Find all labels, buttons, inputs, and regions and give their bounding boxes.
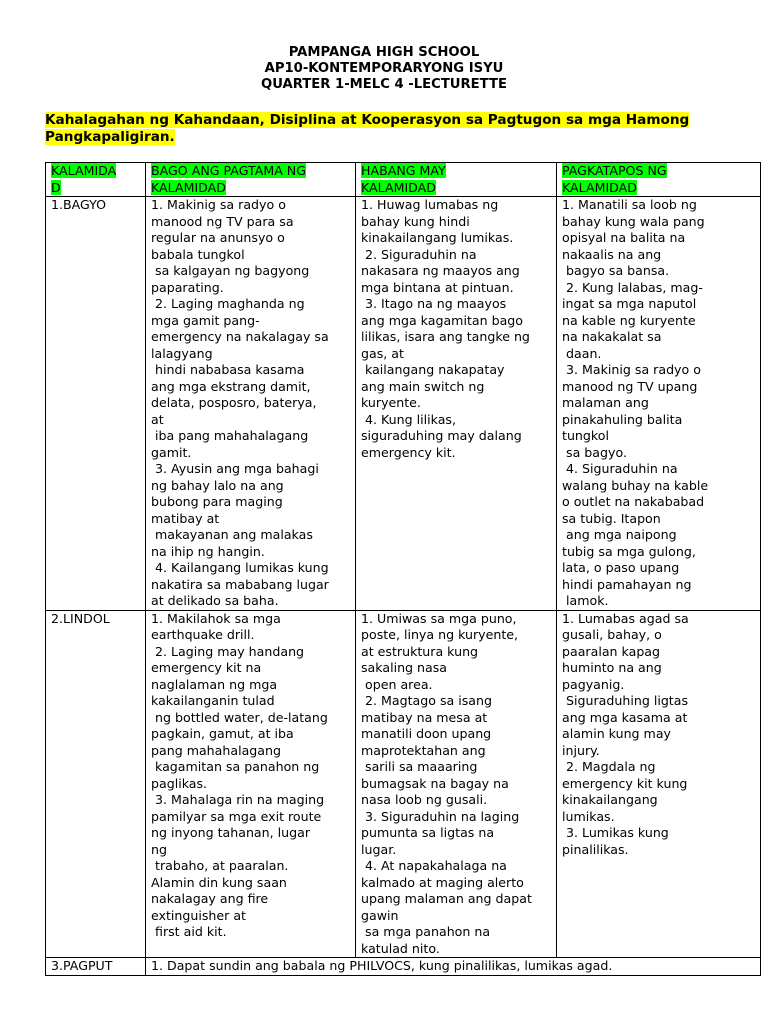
cell-line: kagamitan sa panahon ng	[151, 759, 320, 774]
cell-line: pagkain, gamut, at iba	[151, 726, 294, 741]
cell-line: lamok.	[562, 593, 609, 608]
cell-line: lalagyang	[151, 345, 213, 361]
cell-after	[557, 610, 761, 958]
cell-line: babala tungkol	[151, 246, 245, 262]
cell-line: ang mga kasama at	[562, 709, 688, 725]
school-name: PAMPANGA HIGH SCHOOL	[288, 45, 480, 60]
cell-line: upang malaman ang dapat	[361, 891, 532, 906]
cell-line: manood ng TV para sa	[151, 213, 294, 229]
cell-line: earthquake drill.	[151, 627, 255, 642]
cell-line: 3. Ayusin ang mga bahagi	[151, 461, 319, 476]
cell-line: paaralan kapag	[562, 643, 661, 659]
cell-line: bagyo sa bansa.	[562, 263, 670, 278]
cell-line: pang mahahalagang	[151, 742, 281, 758]
cell-line: trabaho, at paaralan.	[151, 858, 289, 873]
cell-line: pamilyar sa mga exit route	[151, 808, 322, 824]
cell-line: mga gamit pang-	[151, 312, 260, 328]
cell-line: manood ng TV upang	[562, 378, 698, 394]
course-title: AP10-KONTEMPORARYONG ISYU	[264, 61, 504, 76]
cell-line: kinakailangang lumikas.	[361, 230, 514, 245]
cell-line: lugar.	[361, 841, 397, 857]
cell-line: na kable ng kuryente	[562, 312, 696, 328]
cell-line: na nakakalat sa	[562, 329, 662, 344]
cell-line: kakailanganin tulad	[151, 693, 275, 708]
cell-line: gawin	[361, 907, 399, 923]
cell-line: mga bintana at pintuan.	[361, 279, 514, 295]
cell-line: lata, o paso upang	[562, 560, 680, 575]
cell-line: na ihip ng hangin.	[151, 543, 265, 559]
cell-before	[146, 197, 356, 611]
cell-line: ang mga kagamitan bago	[361, 312, 523, 328]
cell-line: nakatira sa mababang lugar	[151, 576, 329, 592]
cell-line: delata, posposro, baterya,	[151, 395, 317, 410]
cell-line: 1. Manatili sa loob ng	[562, 197, 697, 212]
table-header-row	[46, 163, 761, 197]
cell-line: kailangang nakapatay	[361, 362, 505, 377]
lesson-title-line2: Pangkapaligiran.	[45, 129, 175, 145]
cell-line: 3. Itago na ng maayos	[361, 296, 507, 311]
column-header-before: BAGO ANG PAGTAMA NG KALAMIDAD	[146, 163, 356, 197]
cell-line: sa kalgayan ng bagyong	[151, 263, 310, 278]
cell-line: bumagsak na bagay na	[361, 775, 509, 791]
table-row	[46, 197, 761, 611]
cell-line: ang mga naipong	[562, 527, 677, 542]
cell-line: emergency kit.	[361, 444, 456, 460]
cell-line: ng bottled water, de-latang	[151, 709, 328, 725]
cell-line: pumunta sa ligtas na	[361, 825, 495, 840]
cell-line: nakalagay ang fire	[151, 891, 269, 906]
cell-line: gamit.	[151, 444, 192, 460]
cell-line: pinakahuling balita	[562, 411, 683, 427]
cell-line: manatili doon upang	[361, 726, 492, 741]
cell-line: lilikas, isara ang tangke ng	[361, 329, 530, 344]
cell-line: 4. Siguraduhin na	[562, 461, 678, 476]
cell-line: kinakailangang	[562, 792, 658, 807]
table-row	[46, 610, 761, 958]
cell-line: hindi pamahayan ng	[562, 576, 692, 592]
cell-before	[146, 610, 356, 958]
cell-line: katulad nito.	[361, 940, 440, 956]
cell-line: o outlet na nakababad	[562, 494, 705, 509]
disaster-table	[45, 162, 761, 976]
column-header-after: PAGKATAPOS NG KALAMIDAD	[557, 163, 761, 197]
cell-line: 2. Magtago sa isang	[361, 693, 493, 708]
cell-line: 1. Lumabas agad sa	[562, 610, 689, 626]
cell-line: ng inyong tahanan, lugar	[151, 825, 311, 840]
row-label-bagyo: 1.BAGYO	[46, 197, 146, 611]
cell-line: emergency kit kung	[562, 775, 688, 791]
cell-line: gusali, bahay, o	[562, 627, 662, 642]
cell-line: 4. At napakahalaga na	[361, 858, 507, 873]
column-header-during: HABANG MAY KALAMIDAD	[356, 163, 557, 197]
cell-line: sa bagyo.	[562, 444, 627, 460]
lesson-title	[45, 112, 735, 146]
cell-line: poste, linya ng kuryente,	[361, 627, 519, 642]
cell-line: hindi nababasa kasama	[151, 362, 305, 377]
cell-line: 2. Siguraduhin na	[361, 246, 477, 262]
cell-line: opisyal na balita na	[562, 230, 686, 245]
cell-line: walang buhay na kable	[562, 477, 709, 493]
cell-during	[356, 197, 557, 611]
cell-line: matibay at	[151, 510, 220, 526]
cell-line: iba pang mahahalagang	[151, 428, 309, 443]
cell-line: at	[151, 411, 164, 427]
cell-line: sa mga panahon na	[361, 924, 491, 939]
cell-line: 1. Umiwas sa mga puno,	[361, 610, 517, 626]
cell-line: paglikas.	[151, 775, 208, 791]
cell-line: tubig sa mga gulong,	[562, 543, 696, 559]
cell-line: makayanan ang malakas	[151, 527, 313, 542]
cell-during	[356, 610, 557, 958]
cell-line: 2. Magdala ng	[562, 759, 656, 774]
cell-line: huminto na ang	[562, 660, 662, 675]
cell-line: gas, at	[361, 345, 404, 361]
cell-line: Siguraduhing ligtas	[562, 693, 689, 708]
cell-line: bahay kung wala pang	[562, 213, 705, 229]
cell-span: 1. Dapat sundin ang babala ng PHILVOCS, kung pinalilikas, lumikas agad.	[146, 958, 761, 976]
lesson-title-line1: Kahalagahan ng Kahandaan, Disiplina at Kooperasyon sa Pagtugon sa mga Hamong	[45, 112, 690, 128]
cell-line: 1. Makilahok sa mga	[151, 610, 281, 626]
cell-line: 4. Kailangang lumikas kung	[151, 560, 329, 575]
cell-line: paparating.	[151, 279, 224, 295]
cell-line: bahay kung hindi	[361, 213, 470, 229]
cell-line: nasa loob ng gusali.	[361, 792, 488, 807]
cell-line: kuryente.	[361, 395, 421, 410]
cell-line: emergency na nakalagay sa	[151, 329, 329, 344]
cell-line: 2. Laging maghanda ng	[151, 296, 305, 311]
cell-line: 3. Mahalaga rin na maging	[151, 792, 325, 807]
cell-line: sa tubig. Itapon	[562, 510, 661, 526]
cell-line: open area.	[361, 676, 433, 692]
cell-line: regular na anunsyo o	[151, 230, 285, 245]
cell-line: pinalilikas.	[562, 841, 629, 857]
cell-line: first aid kit.	[151, 924, 227, 939]
row-label-pagput: 3.PAGPUT	[46, 958, 146, 976]
cell-line: malaman ang	[562, 395, 649, 410]
cell-line: daan.	[562, 345, 602, 361]
cell-line: 1. Makinig sa radyo o	[151, 197, 286, 212]
cell-line: siguraduhing may dalang	[361, 428, 522, 443]
cell-line: sarili sa maaaring	[361, 759, 478, 774]
cell-line: at delikado sa baha.	[151, 593, 279, 608]
cell-line: nakaalis na ang	[562, 246, 662, 262]
cell-line: emergency kit na	[151, 660, 262, 675]
cell-line: alamin kung may	[562, 726, 671, 741]
cell-line: bubong para maging	[151, 494, 283, 509]
cell-line: maprotektahan ang	[361, 742, 486, 758]
cell-line: at estruktura kung	[361, 643, 479, 659]
table-row	[46, 958, 761, 976]
cell-line: ang mga ekstrang damit,	[151, 378, 311, 394]
cell-line: naglalaman ng mga	[151, 676, 278, 692]
column-header-kalamidad: KALAMIDA D	[46, 163, 146, 197]
row-label-lindol: 2.LINDOL	[46, 610, 146, 958]
cell-line: 1. Huwag lumabas ng	[361, 197, 499, 212]
cell-line: ng	[151, 841, 167, 857]
cell-line: 2. Kung lalabas, mag-	[562, 279, 703, 295]
quarter-title: QUARTER 1-MELC 4 -LECTURETTE	[261, 77, 507, 92]
cell-line: 4. Kung lilikas,	[361, 411, 456, 427]
cell-line: 2. Laging may handang	[151, 643, 305, 659]
cell-line: 3. Makinig sa radyo o	[562, 362, 701, 377]
cell-line: tungkol	[562, 428, 609, 443]
cell-line: extinguisher at	[151, 907, 247, 923]
cell-line: kalmado at maging alerto	[361, 874, 524, 890]
cell-after	[557, 197, 761, 611]
cell-line: ng bahay lalo na ang	[151, 477, 284, 493]
cell-line: injury.	[562, 742, 600, 758]
cell-line: pagyanig.	[562, 676, 625, 692]
cell-line: ang main switch ng	[361, 378, 485, 394]
cell-line: matibay na mesa at	[361, 709, 488, 725]
cell-line: sakaling nasa	[361, 660, 448, 675]
cell-line: Alamin din kung saan	[151, 874, 287, 890]
cell-line: lumikas.	[562, 808, 615, 824]
cell-line: nakasara ng maayos ang	[361, 263, 520, 278]
cell-line: ingat sa mga naputol	[562, 296, 697, 311]
document-header	[0, 45, 768, 93]
cell-line: 3. Lumikas kung	[562, 825, 669, 840]
cell-line: 3. Siguraduhin na laging	[361, 808, 520, 824]
